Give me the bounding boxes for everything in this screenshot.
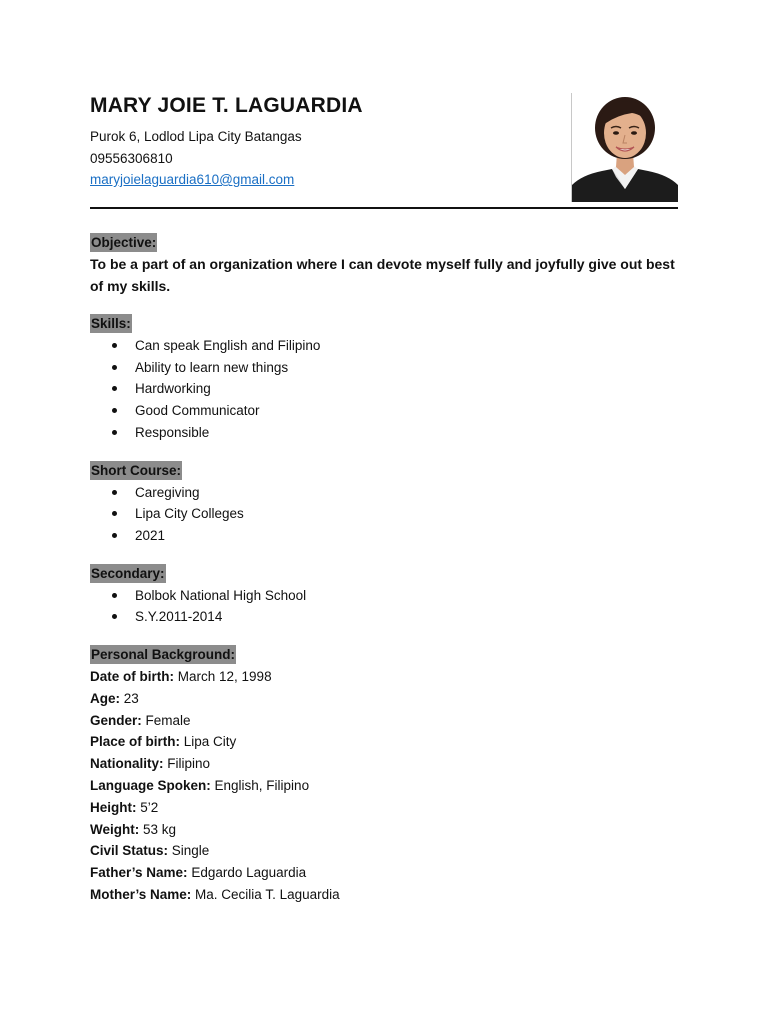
- short-course-section: [90, 461, 680, 547]
- mothers-name-row: Mother’s Name: Ma. Cecilia T. Laguardia: [90, 887, 340, 902]
- list-item: Responsible: [90, 422, 680, 444]
- objective-section: [90, 233, 680, 297]
- language-spoken-row: Language Spoken: English, Filipino: [90, 778, 310, 794]
- list-item: Lipa City Colleges: [90, 503, 680, 525]
- list-item: Good Communicator: [90, 400, 680, 422]
- secondary-section: [90, 564, 680, 628]
- personal-background-heading: Personal Background:: [91, 647, 236, 663]
- date-of-birth-row: Date of birth: March 12, 1998: [90, 669, 272, 685]
- applicant-name: MARY JOIE T. LAGUARDIA: [90, 94, 363, 117]
- email-link[interactable]: maryjoielaguardia610@gmail.com: [90, 172, 295, 187]
- personal-background-section: [90, 645, 680, 906]
- skills-heading: Skills:: [91, 316, 131, 331]
- personal-background-list: [90, 666, 680, 906]
- bullet-icon: [112, 614, 117, 619]
- bullet-icon: [112, 386, 117, 391]
- address: Purok 6, Lodlod Lipa City Batangas: [90, 129, 302, 144]
- header-divider: [90, 207, 678, 209]
- short-course-list: [90, 482, 680, 547]
- resume-body: [90, 233, 680, 923]
- bullet-icon: [112, 511, 117, 516]
- list-item: 2021: [90, 525, 680, 547]
- list-item: S.Y.2011-2014: [90, 606, 680, 628]
- weight-row: Weight: 53 kg: [90, 821, 177, 837]
- phone-number: 09556306810: [90, 150, 173, 166]
- gender-row: Gender: Female: [90, 712, 191, 728]
- profile-photo: [571, 93, 678, 202]
- bullet-icon: [112, 490, 117, 495]
- list-item: Hardworking: [90, 378, 680, 400]
- bullet-icon: [112, 533, 117, 538]
- short-course-heading: Short Course:: [91, 462, 182, 478]
- bullet-icon: [112, 343, 117, 348]
- contact-block: [90, 126, 302, 191]
- nationality-row: Nationality: Filipino: [90, 756, 211, 772]
- secondary-list: [90, 585, 680, 628]
- civil-status-row: Civil Status: Single: [90, 843, 210, 859]
- bullet-icon: [112, 430, 117, 435]
- bullet-icon: [112, 365, 117, 370]
- list-item: Bolbok National High School: [90, 585, 680, 607]
- objective-heading: Objective:: [91, 235, 157, 250]
- list-item: Ability to learn new things: [90, 357, 680, 379]
- bullet-icon: [112, 593, 117, 598]
- skills-section: [90, 314, 680, 444]
- height-row: Height: 5’2: [90, 799, 159, 815]
- secondary-heading: Secondary:: [91, 565, 165, 581]
- list-item: Caregiving: [90, 482, 680, 504]
- place-of-birth-row: Place of birth: Lipa City: [90, 734, 237, 750]
- skills-list: [90, 335, 680, 444]
- list-item: Can speak English and Filipino: [90, 335, 680, 357]
- fathers-name-row: Father’s Name: Edgardo Laguardia: [90, 865, 307, 881]
- age-row: Age: 23: [90, 690, 139, 706]
- bullet-icon: [112, 408, 117, 413]
- objective-text: To be a part of an organization where I can devote myself fully and joyfully give out best of my skills.: [90, 256, 675, 294]
